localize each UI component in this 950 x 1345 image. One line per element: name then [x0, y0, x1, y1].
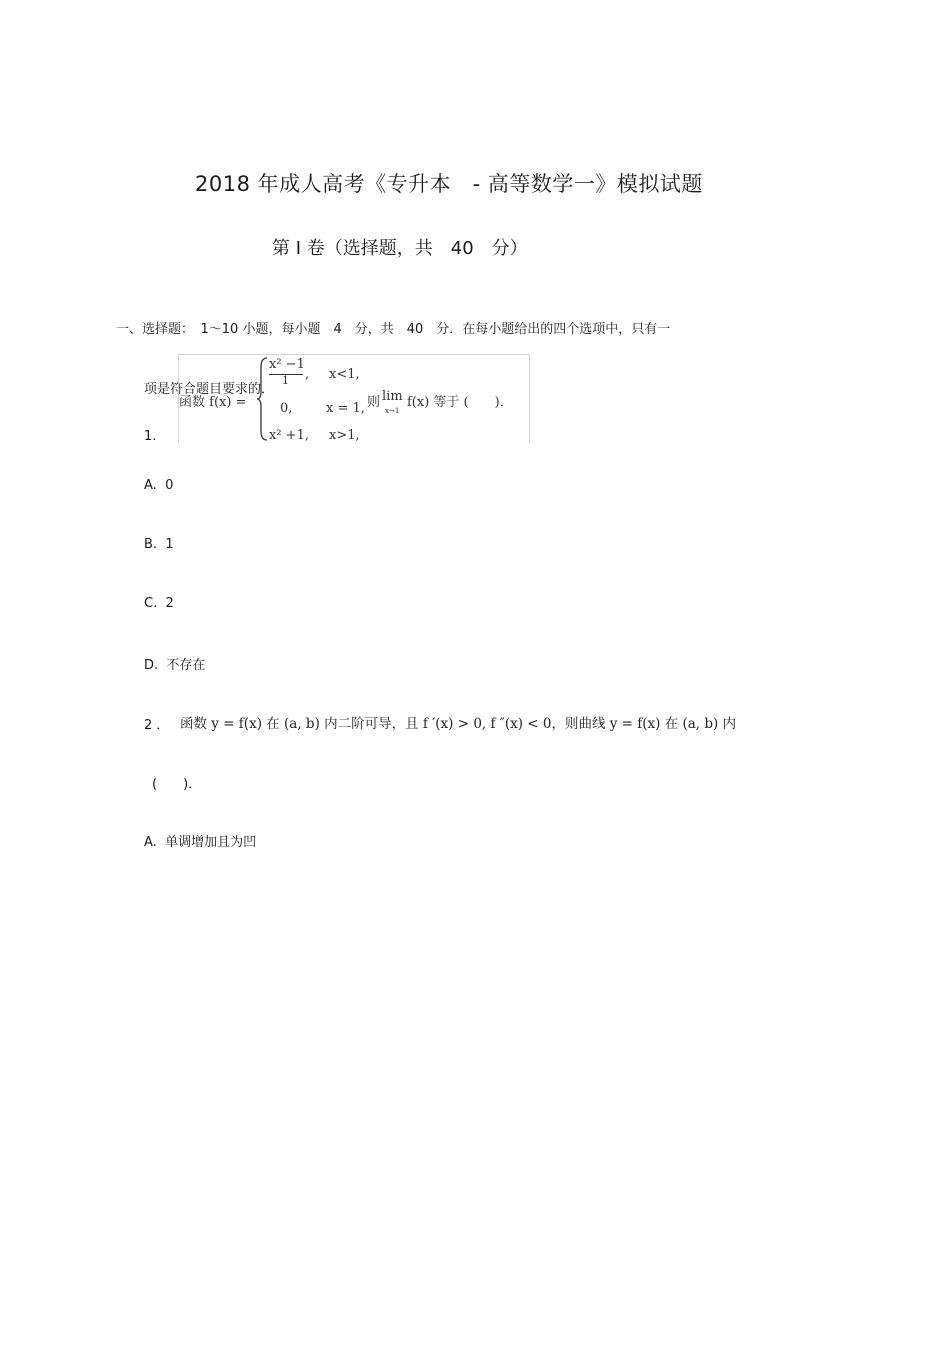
option-label: D.	[144, 658, 159, 673]
case3-value: x² +1,	[269, 428, 309, 443]
option-b[interactable]	[144, 537, 174, 552]
formula-suffix: f(x) 等于 ( )．	[407, 395, 513, 410]
option-label: B.	[144, 537, 158, 552]
option-text: 2	[165, 596, 174, 611]
option-text: 不存在	[166, 658, 206, 673]
option-d[interactable]	[144, 654, 205, 673]
case3-condition: x>1,	[329, 428, 360, 443]
limit-operator: lim	[382, 389, 403, 404]
page-title: 2018 年成人高考《专升本 - 高等数学一》模拟试题	[195, 172, 703, 196]
section-instructions-line2: 项是符合题目要求的．	[144, 382, 275, 397]
formula-prefix: 函数 f(x) =	[179, 395, 247, 410]
case1-separator: ,	[305, 367, 310, 382]
option-a[interactable]	[144, 478, 173, 493]
limit-subscript: x→1	[385, 407, 400, 415]
option-label: A.	[144, 478, 157, 493]
answer-blank: ( )．	[152, 777, 202, 792]
option-text: 0	[165, 478, 174, 493]
formula-image-box	[178, 354, 530, 443]
case1-numerator: x² −1	[269, 357, 305, 372]
case1-denominator: 1	[282, 374, 289, 387]
question-stem-formula: 函数 y = f(x) 在 (a, b) 内二阶可导，且 f ′(x) > 0, f ″(x) < 0，则曲线 y = f(x) 在 (a, b) 内	[180, 716, 737, 732]
case2-condition: x = 1,	[326, 401, 365, 416]
option-label: C.	[144, 596, 158, 611]
formula-then: 则	[367, 395, 381, 410]
case2-value: 0,	[280, 401, 293, 416]
question-number: 2 ．	[144, 718, 170, 733]
option-text: 单调增加且为凹	[165, 835, 257, 850]
option-c[interactable]	[144, 596, 174, 611]
case1-condition: x<1,	[329, 367, 360, 382]
option-a[interactable]	[144, 831, 256, 850]
option-label: A.	[144, 835, 157, 850]
brace-icon	[257, 357, 269, 441]
option-text: 1	[165, 537, 174, 552]
section-instructions-line1: 一、选择题： 1～10 小题，每小题 4 分，共 40 分．在每小题给出的四个选项中，只有一	[116, 322, 671, 337]
section-subtitle: 第 I 卷（选择题，共 40 分）	[272, 238, 528, 259]
question-number: 1.	[144, 429, 157, 444]
